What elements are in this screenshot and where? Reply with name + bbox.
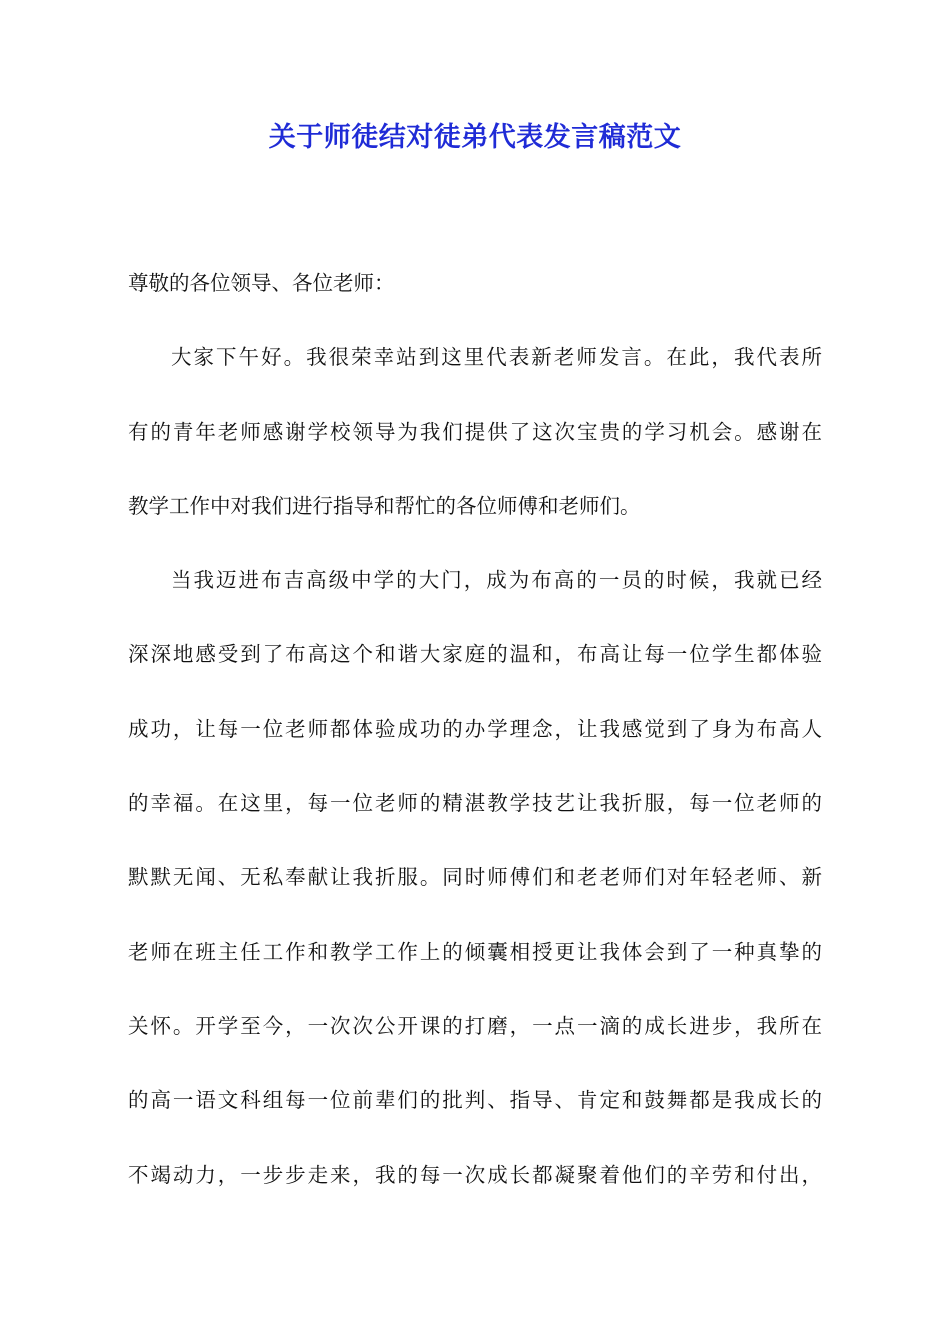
paragraph-line: 成功，让每一位老师都体验成功的办学理念，让我感觉到了身为布高人 <box>128 716 822 741</box>
paragraph-line: 有的青年老师感谢学校领导为我们提供了这次宝贵的学习机会。感谢在 <box>128 419 822 444</box>
paragraph-line: 老师在班主任工作和教学工作上的倾囊相授更让我体会到了一种真挚的 <box>128 939 822 964</box>
document-body <box>128 263 822 1229</box>
paragraph-line: 默默无闻、无私奉献让我折服。同时师傅们和老老师们对年轻老师、新 <box>128 865 822 890</box>
paragraph-line: 当我迈进布吉高级中学的大门，成为布高的一员的时候，我就已经 <box>171 568 822 593</box>
paragraph-line: 的高一语文科组每一位前辈们的批判、指导、肯定和鼓舞都是我成长的 <box>128 1088 822 1113</box>
paragraph-line: 的幸福。在这里，每一位老师的精湛教学技艺让我折服，每一位老师的 <box>128 791 822 816</box>
paragraph-1 <box>128 337 822 560</box>
paragraph-line: 不竭动力，一步步走来，我的每一次成长都凝聚着他们的辛劳和付出， <box>128 1162 822 1187</box>
paragraph-line: 大家下午好。我很荣幸站到这里代表新老师发言。在此，我代表所 <box>171 345 822 370</box>
paragraph-2 <box>128 560 822 1229</box>
paragraph-line: 教学工作中对我们进行指导和帮忙的各位师傅和老师们。 <box>128 493 641 518</box>
document-title: 关于师徒结对徒弟代表发言稿范文 <box>268 122 682 153</box>
greeting-line: 尊敬的各位领导、各位老师： <box>128 271 395 295</box>
paragraph-line: 关怀。开学至今，一次次公开课的打磨，一点一滴的成长进步，我所在 <box>128 1013 822 1038</box>
paragraph-line: 深深地感受到了布高这个和谐大家庭的温和，布高让每一位学生都体验 <box>128 642 822 667</box>
